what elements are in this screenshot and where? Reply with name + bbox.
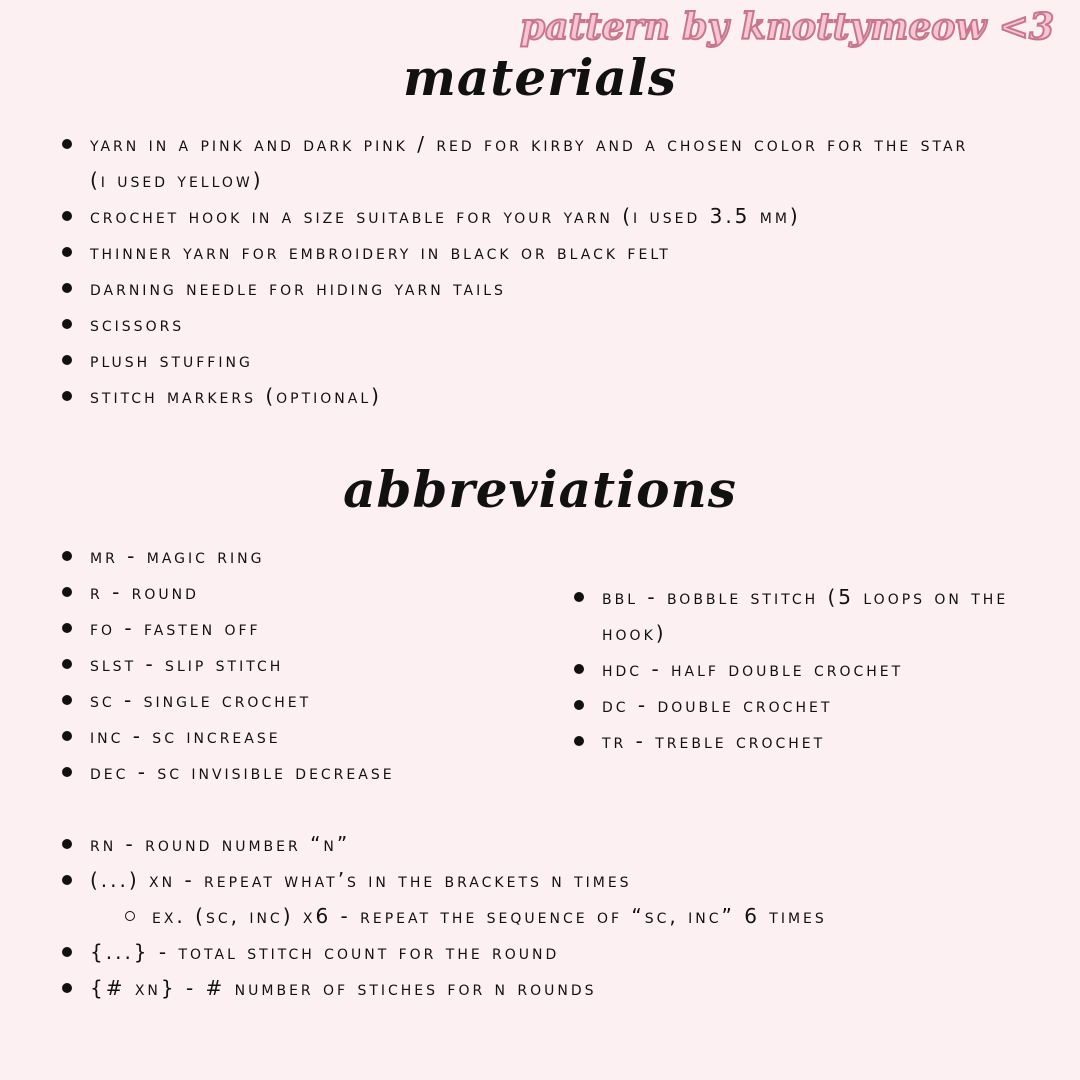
abbreviation-item: hdc - half double crochet bbox=[574, 651, 1044, 687]
notation-item: {# xn} - # number of stiches for n rounds bbox=[62, 970, 1042, 1006]
materials-item: plush stuffing bbox=[62, 342, 1012, 378]
abbreviations-heading: abbreviations bbox=[343, 460, 737, 519]
materials-item: stitch markers (optional) bbox=[62, 378, 1012, 414]
abbreviation-item: mr - magic ring bbox=[62, 538, 542, 574]
abbreviation-item: bbl - bobble stitch (5 loops on the hook) bbox=[574, 579, 1032, 651]
materials-item: crochet hook in a size suitable for your yarn (i used 3.5 mm) bbox=[62, 198, 1012, 234]
abbreviation-item: r - round bbox=[62, 574, 542, 610]
abbreviation-item: slst - slip stitch bbox=[62, 646, 542, 682]
notation-item: rn - round number “n” bbox=[62, 826, 1042, 862]
materials-list bbox=[62, 126, 1012, 414]
materials-item: thinner yarn for embroidery in black or black felt bbox=[62, 234, 1012, 270]
notation-item: {...} - total stitch count for the round bbox=[62, 934, 1042, 970]
abbreviations-left-list bbox=[62, 538, 542, 790]
watermark: pattern by knottymeow <3 bbox=[519, 6, 1054, 48]
abbreviations-right-list bbox=[574, 579, 1044, 759]
abbreviation-item: dec - sc invisible decrease bbox=[62, 754, 542, 790]
materials-heading: materials bbox=[402, 48, 678, 107]
abbreviation-item: inc - sc increase bbox=[62, 718, 542, 754]
notation-subitem: ex. (sc, inc) x6 - repeat the sequence of “sc, inc” 6 times bbox=[62, 898, 1042, 934]
abbreviations-notation-list bbox=[62, 826, 1042, 1006]
abbreviation-item: sc - single crochet bbox=[62, 682, 542, 718]
notation-item: (...) xn - repeat what’s in the brackets n times bbox=[62, 862, 1042, 898]
abbreviation-item: dc - double crochet bbox=[574, 687, 1044, 723]
abbreviation-item: tr - treble crochet bbox=[574, 723, 1044, 759]
materials-item: yarn in a pink and dark pink / red for kirby and a chosen color for the star (i used yellow) bbox=[62, 126, 970, 198]
materials-item: darning needle for hiding yarn tails bbox=[62, 270, 1012, 306]
abbreviation-item: fo - fasten off bbox=[62, 610, 542, 646]
materials-item: scissors bbox=[62, 306, 1012, 342]
